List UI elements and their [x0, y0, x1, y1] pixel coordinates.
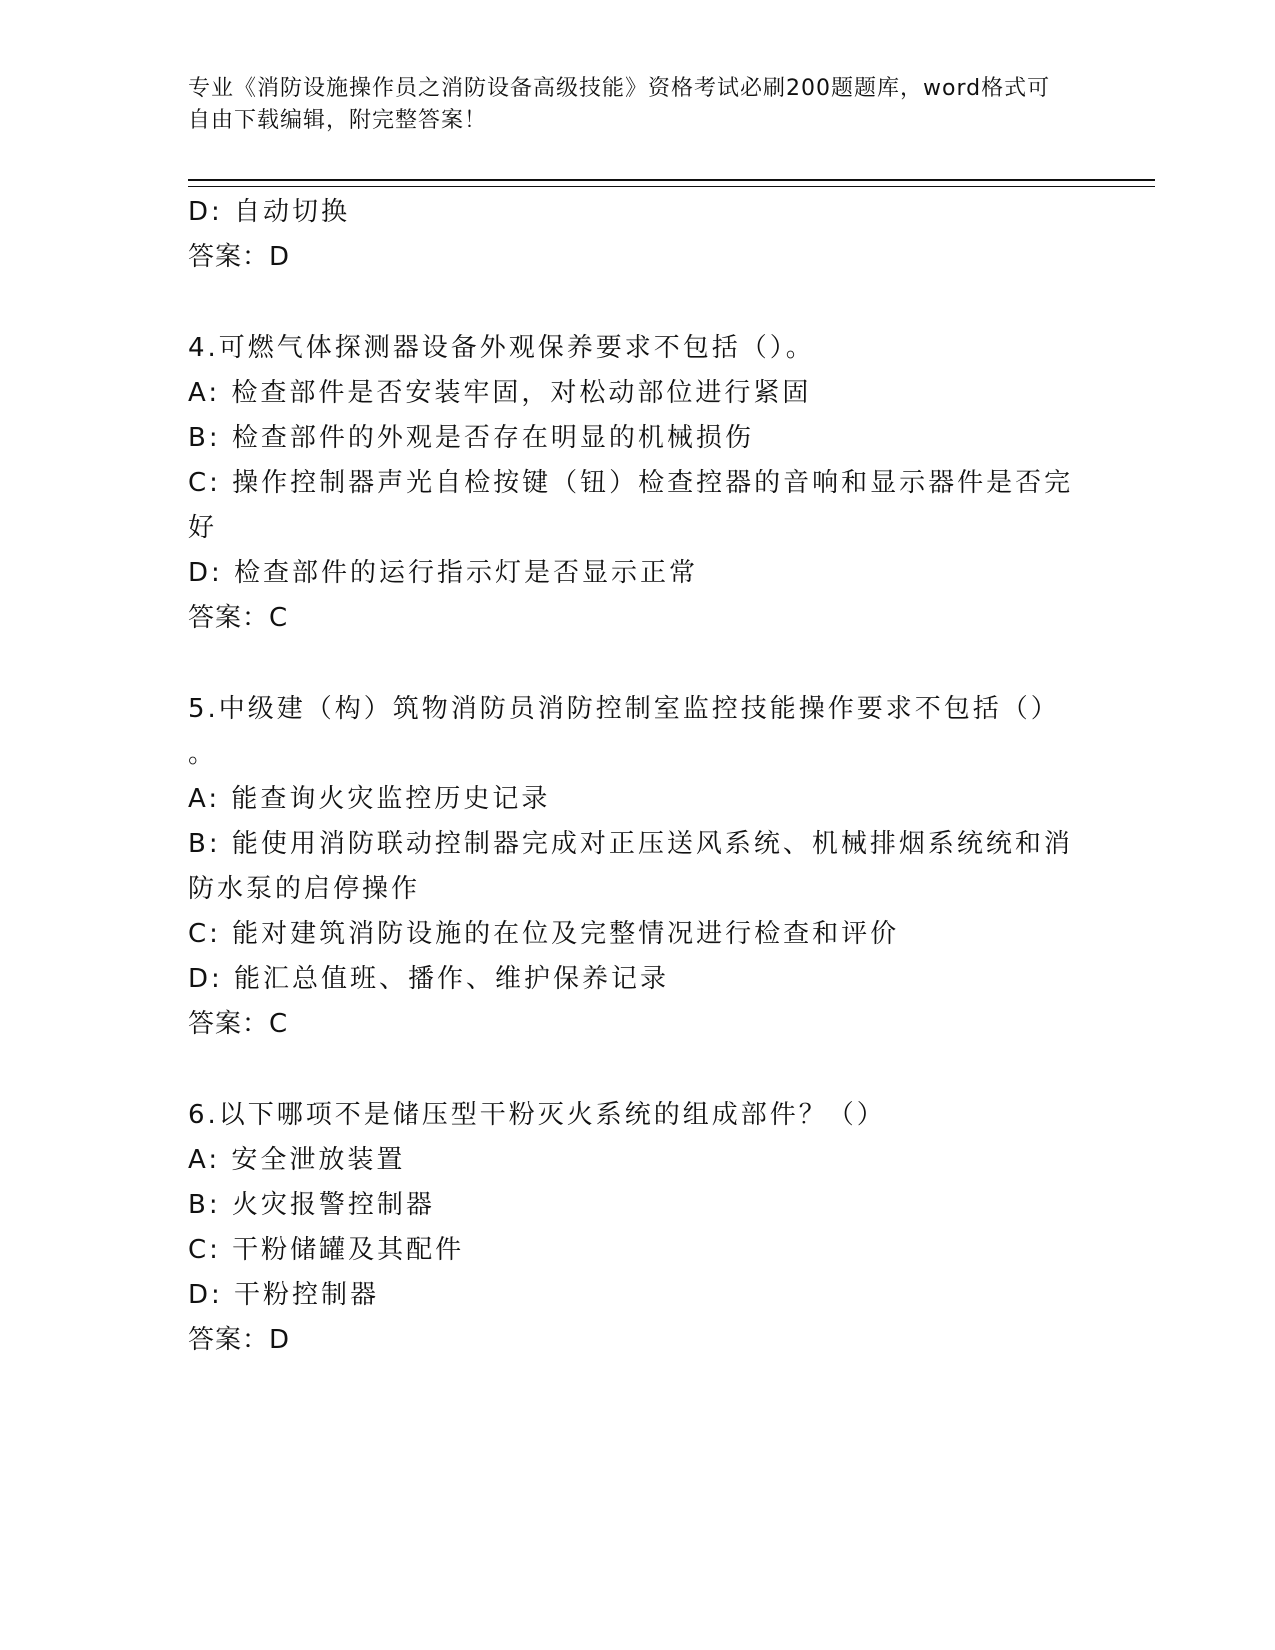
answer: 答案：D — [188, 1325, 291, 1355]
option-b: B: 能使用消防联动控制器完成对正压送风系统、机械排烟系统统和消 — [188, 829, 1073, 859]
option-a: A: 安全泄放装置 — [188, 1145, 406, 1175]
question-text: 5.中级建（构）筑物消防员消防控制室监控技能操作要求不包括（） — [188, 694, 1060, 724]
option-a: A: 检查部件是否安装牢固，对松动部位进行紧固 — [188, 378, 812, 408]
question-text: 6.以下哪项不是储压型干粉灭火系统的组成部件？（） — [188, 1100, 886, 1130]
option-c-continued: 好 — [188, 513, 218, 543]
question-list — [188, 190, 1088, 1363]
question-6 — [188, 1093, 1088, 1363]
question-4 — [188, 326, 1088, 641]
question-5 — [188, 687, 1088, 1047]
answer: 答案：D — [188, 242, 291, 272]
option-d: D: 检查部件的运行指示灯是否显示正常 — [188, 558, 699, 588]
previous-question-tail — [188, 190, 1088, 280]
option-b: B: 检查部件的外观是否存在明显的机械损伤 — [188, 423, 754, 453]
document-header: 专业《消防设施操作员之消防设备高级技能》资格考试必刷200题题库，word格式可自由下载编辑，附完整答案！ — [188, 76, 1051, 133]
answer: 答案：C — [188, 603, 289, 633]
option-c: C: 干粉储罐及其配件 — [188, 1235, 465, 1265]
option-c: C: 操作控制器声光自检按键（钮）检查控器的音响和显示器件是否完 — [188, 468, 1074, 498]
option-a: A: 能查询火灾监控历史记录 — [188, 784, 551, 814]
option-d: D: 干粉控制器 — [188, 1280, 380, 1310]
option-c: C: 能对建筑消防设施的在位及完整情况进行检查和评价 — [188, 919, 900, 949]
answer: 答案：C — [188, 1009, 289, 1039]
option-d: D: 能汇总值班、播作、维护保养记录 — [188, 964, 670, 994]
option-d: D: 自动切换 — [188, 197, 351, 227]
question-text-continued: 。 — [188, 739, 218, 769]
option-b: B: 火灾报警控制器 — [188, 1190, 435, 1220]
question-text: 4.可燃气体探测器设备外观保养要求不包括（）。 — [188, 333, 815, 363]
header-divider — [188, 179, 1155, 187]
option-b-continued: 防水泵的启停操作 — [188, 874, 421, 904]
